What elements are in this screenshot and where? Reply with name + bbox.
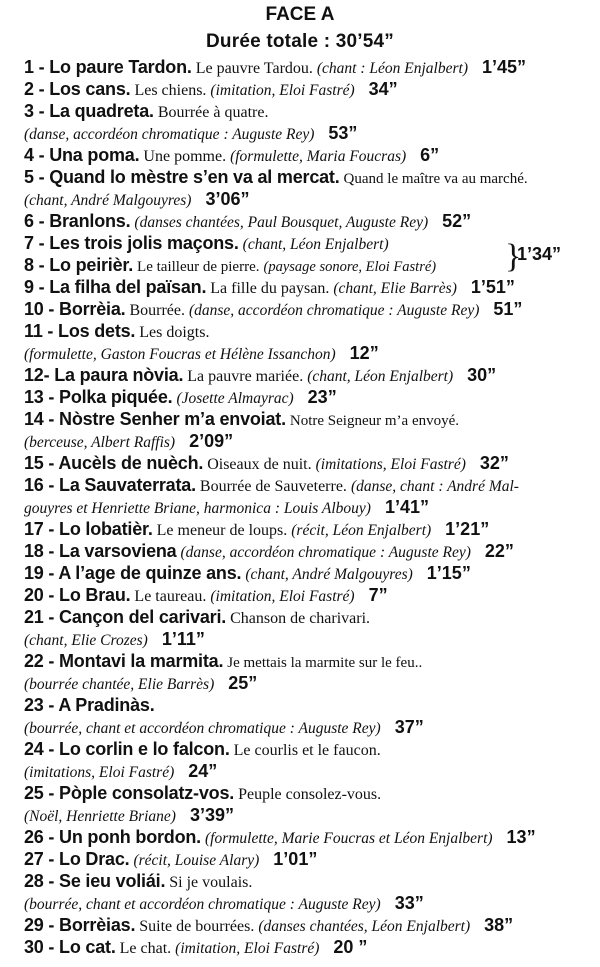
track-duration: 1’21” — [445, 519, 490, 539]
track-credit: (formulette, Marie Foucras et Léon Enjalbert) — [204, 830, 493, 847]
track-16-continued — [24, 496, 429, 520]
track-duration: 1’41” — [384, 497, 430, 517]
track-27 — [24, 848, 317, 872]
track-credit: (Noël, Henriette Briane) — [24, 808, 176, 825]
track-credit: (imitations, Eloi Fastré) — [24, 764, 175, 781]
track-credit: (chant, Elie Barrès) — [333, 280, 457, 297]
track-credit: (danses chantées, Paul Bousquet, Auguste Rey) — [134, 214, 429, 231]
track-duration: 37” — [394, 717, 424, 737]
track-duration: 1’51” — [470, 277, 515, 297]
track-23-continued — [24, 716, 424, 740]
track-14 — [24, 408, 459, 432]
track-2 — [24, 78, 398, 102]
track-16 — [24, 474, 519, 498]
track-duration: 25” — [228, 673, 258, 693]
track-credit: (danse, accordéon chromatique : Auguste Rey) — [188, 302, 480, 319]
track-duration: 1’15” — [426, 563, 471, 583]
track-duration: 1’11” — [161, 629, 205, 649]
track-credit: (chant, Léon Enjalbert) — [307, 368, 454, 385]
track-title: 13 - Polka piquée. — [24, 387, 173, 407]
track-description: Le courlis et le faucon. — [233, 742, 381, 759]
track-duration: 30” — [467, 365, 497, 385]
track-title: 5 - Quand lo mèstre s’en va al mercat. — [24, 167, 340, 187]
track-description: Quand le maître va au marché. — [343, 171, 528, 187]
track-title: 29 - Borrèias. — [24, 915, 136, 935]
track-duration: 23” — [307, 387, 337, 407]
track-duration: 52” — [442, 211, 472, 231]
track-credit: (danse, accordéon chromatique : Auguste Rey) — [180, 544, 471, 561]
track-26 — [24, 826, 536, 850]
track-7-8-duration: 1’34” — [517, 244, 562, 264]
track-credit: (récit, Léon Enjalbert) — [291, 522, 432, 539]
track-duration: 33” — [394, 893, 424, 913]
track-duration: 51” — [493, 299, 523, 319]
track-9 — [24, 276, 515, 300]
track-description: Bourrée à quatre. — [157, 104, 269, 121]
track-title: 30 - Lo cat. — [24, 937, 116, 957]
track-credit: (chant, André Malgouyres) — [24, 192, 192, 209]
track-title: 10 - Borrèia. — [24, 299, 126, 319]
track-duration: 2’09” — [189, 431, 234, 451]
track-duration: 12” — [349, 343, 379, 363]
track-28 — [24, 870, 252, 894]
track-25 — [24, 782, 381, 806]
track-credit: (imitation, Eloi Fastré) — [175, 940, 320, 957]
track-duration: 3’06” — [205, 189, 250, 209]
track-credit: (danse, chant : André Mal- — [350, 478, 519, 495]
track-title: 1 - Lo paure Tardon. — [24, 57, 192, 77]
track-11-continued — [24, 342, 379, 366]
track-credit: (chant, Léon Enjalbert) — [242, 236, 389, 253]
track-15 — [24, 452, 509, 476]
track-description: Le meneur de loups. — [156, 522, 288, 539]
track-description: Si je voulais. — [169, 874, 253, 891]
track-description: Peuple consolez-vous. — [238, 786, 382, 803]
track-title: 17 - Lo lobatièr. — [24, 519, 153, 539]
track-duration: 13” — [506, 827, 536, 847]
track-19 — [24, 562, 471, 586]
track-12 — [24, 364, 496, 388]
track-duration: 7” — [368, 585, 388, 605]
track-description: Je mettais la marmite sur le feu.. — [227, 655, 423, 671]
track-credit: (paysage sonore, Eloi Fastré) — [263, 259, 437, 275]
track-credit: (formulette, Maria Foucras) — [230, 148, 407, 165]
track-5-continued — [24, 188, 250, 212]
track-credit: (chant, Elie Crozes) — [24, 632, 148, 649]
track-description: Le taureau. — [134, 588, 207, 605]
track-22 — [24, 650, 422, 674]
track-credit: (bourrée chantée, Elie Barrès) — [24, 676, 215, 693]
track-duration: 38” — [484, 915, 514, 935]
track-title: 14 - Nòstre Senher m’a envoiat. — [24, 409, 286, 429]
track-title: 11 - Los dets. — [24, 321, 136, 341]
track-23 — [24, 694, 155, 718]
track-29 — [24, 914, 513, 938]
track-duration: 32” — [479, 453, 509, 473]
track-17 — [24, 518, 489, 542]
track-title: 20 - Lo Brau. — [24, 585, 131, 605]
track-credit: (berceuse, Albert Raffis) — [24, 434, 176, 451]
track-credit: (chant, André Malgouyres) — [245, 566, 413, 583]
track-credit: (bourrée, chant et accordéon chromatique : Auguste Rey) — [24, 896, 381, 913]
track-5 — [24, 166, 528, 190]
track-credit: (danses chantées, Léon Enjalbert) — [258, 918, 471, 935]
track-28-continued — [24, 892, 424, 916]
track-duration: 53” — [328, 123, 358, 143]
track-1 — [24, 56, 526, 80]
track-title: 8 - Lo peirièr. — [24, 255, 134, 275]
track-title: 7 - Les trois jolis maçons. — [24, 233, 239, 253]
track-title: 2 - Los cans. — [24, 79, 131, 99]
track-description: Le chat. — [119, 940, 172, 957]
track-credit: (imitation, Eloi Fastré) — [210, 588, 355, 605]
track-18 — [24, 540, 514, 564]
track-description: Une pomme. — [143, 148, 227, 165]
track-title: 28 - Se ieu voliái. — [24, 871, 166, 891]
brace-icon: } — [505, 238, 522, 275]
track-title: 16 - La Sauvaterrata. — [24, 475, 196, 495]
track-description: Les chiens. — [134, 82, 207, 99]
track-title: 23 - A Pradinàs. — [24, 695, 155, 715]
track-25-continued — [24, 804, 234, 828]
track-description: Les doigts. — [139, 324, 210, 341]
track-24 — [24, 738, 381, 762]
track-description: Le pauvre Tardou. — [195, 60, 313, 77]
track-6 — [24, 210, 471, 234]
track-11 — [24, 320, 209, 344]
track-description: Oiseaux de nuit. — [207, 456, 312, 473]
track-title: 24 - Lo corlin e lo falcon. — [24, 739, 230, 759]
track-20 — [24, 584, 388, 608]
track-credit: (Josette Almayrac) — [176, 390, 294, 407]
track-title: 15 - Aucèls de nuèch. — [24, 453, 204, 473]
track-title: 21 - Cançon del carivari. — [24, 607, 227, 627]
track-credit: (danse, accordéon chromatique : Auguste Rey) — [24, 126, 315, 143]
track-7 — [24, 232, 389, 256]
track-credit: (imitations, Eloi Fastré) — [315, 456, 466, 473]
track-title: 3 - La quadreta. — [24, 101, 154, 121]
track-22-continued — [24, 672, 257, 696]
track-title: 19 - A l’age de quinze ans. — [24, 563, 242, 583]
track-description: La pauvre mariée. — [187, 368, 304, 385]
track-3 — [24, 100, 268, 124]
face-heading: FACE A — [265, 4, 335, 25]
track-title: 25 - Pòple consolatz-vos. — [24, 783, 235, 803]
track-description: Le tailleur de pierre. — [137, 259, 260, 275]
track-description: Bourrée. — [129, 302, 185, 319]
track-title: 12- La paura nòvia. — [24, 365, 184, 385]
track-credit: (récit, Louise Alary) — [133, 852, 260, 869]
track-description: Chanson de charivari. — [230, 610, 371, 627]
track-duration: 22” — [484, 541, 514, 561]
track-30 — [24, 936, 367, 960]
track-title: 18 - La varsoviena — [24, 541, 177, 561]
track-title: 4 - Una poma. — [24, 145, 140, 165]
track-description: Suite de bourrées. — [139, 918, 255, 935]
track-14-continued — [24, 430, 233, 454]
track-duration: 6” — [420, 145, 440, 165]
track-duration: 1’01” — [273, 849, 318, 869]
track-duration: 1’45” — [482, 57, 527, 77]
track-4 — [24, 144, 439, 168]
track-24-continued — [24, 760, 217, 784]
track-8 — [24, 254, 436, 278]
track-title: 6 - Branlons. — [24, 211, 131, 231]
track-description: Bourrée de Sauveterre. — [199, 478, 347, 495]
track-title: 22 - Montavi la marmita. — [24, 651, 224, 671]
track-title: 27 - Lo Drac. — [24, 849, 130, 869]
track-credit: (imitation, Eloi Fastré) — [210, 82, 355, 99]
track-credit: gouyres et Henriette Briane, harmonica : Louis Albouy) — [24, 500, 371, 517]
total-duration: Durée totale : 30’54” — [206, 31, 394, 52]
track-duration: 34” — [368, 79, 398, 99]
track-duration: 3’39” — [189, 805, 234, 825]
track-10 — [24, 298, 522, 322]
track-duration: 20 ” — [333, 937, 368, 957]
track-21-continued — [24, 628, 205, 652]
track-title: 9 - La filha del païsan. — [24, 277, 207, 297]
track-3-continued — [24, 122, 357, 146]
track-title: 26 - Un ponh bordon. — [24, 827, 201, 847]
track-credit: (bourrée, chant et accordéon chromatique : Auguste Rey) — [24, 720, 381, 737]
track-credit: (formulette, Gaston Foucras et Hélène Issanchon) — [24, 346, 336, 363]
track-credit: (chant : Léon Enjalbert) — [316, 60, 468, 77]
track-duration: 24” — [188, 761, 218, 781]
track-description: Notre Seigneur m’a envoyé. — [289, 413, 460, 429]
track-description: La fille du paysan. — [210, 280, 330, 297]
track-13 — [24, 386, 337, 410]
track-21 — [24, 606, 370, 630]
